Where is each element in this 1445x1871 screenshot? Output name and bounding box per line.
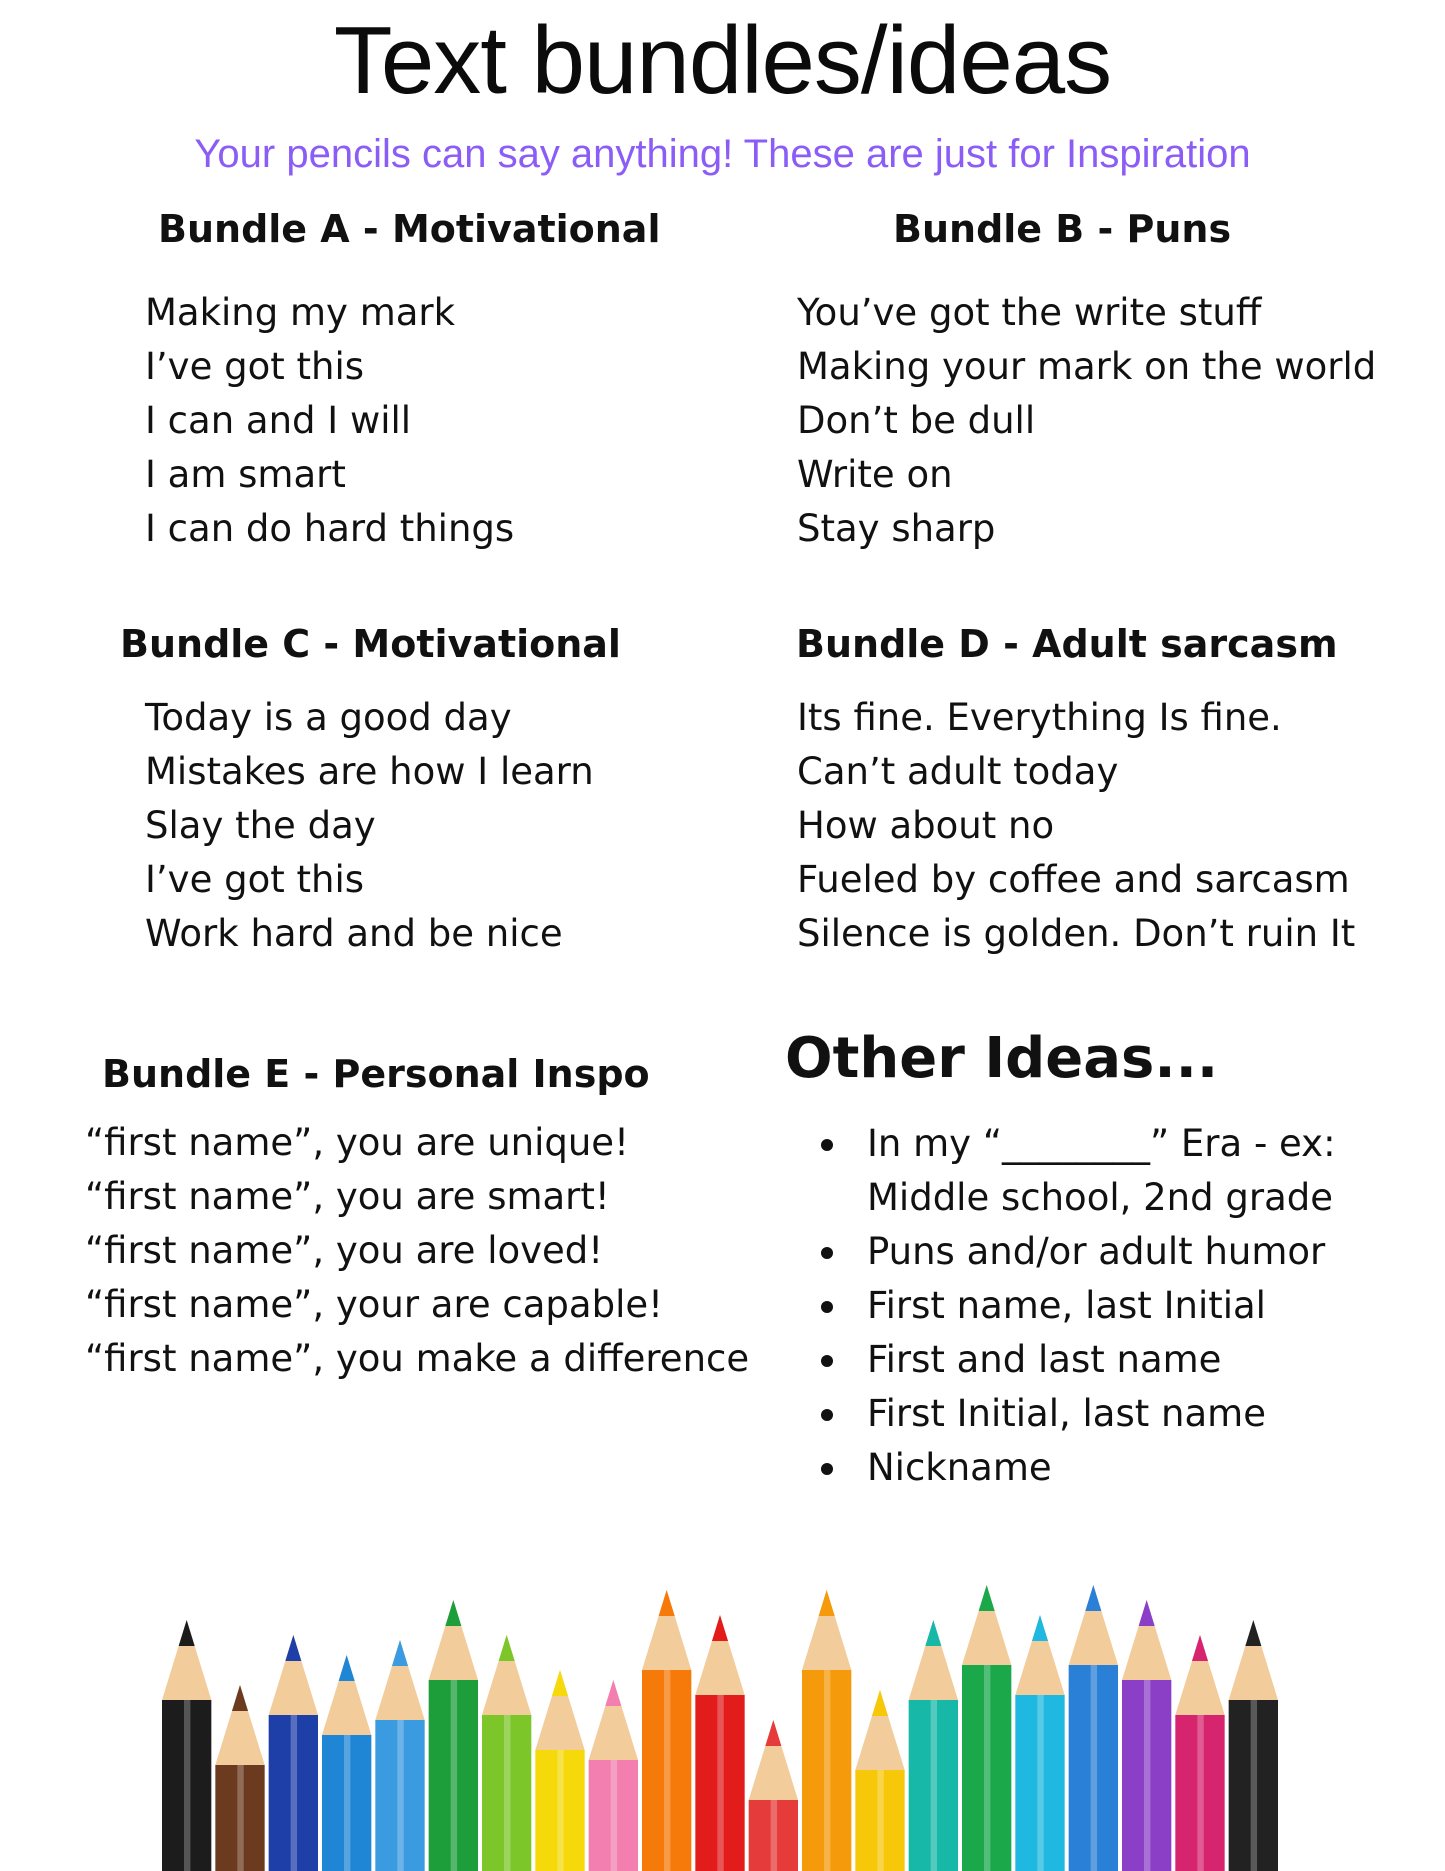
list-item-text: Puns and/or adult humor [867, 1230, 1326, 1273]
list-item [817, 1225, 1336, 1279]
list-item: “first name”, you make a difference [85, 1337, 750, 1380]
bullet-icon [821, 1463, 833, 1475]
bundle-c-list [145, 691, 594, 961]
list-item: “first name”, you are smart! [85, 1175, 610, 1218]
list-item [817, 1387, 1336, 1441]
list-item [817, 1279, 1336, 1333]
bundle-c-heading: Bundle C - Motivational [120, 622, 621, 666]
list-item-text: First Initial, last name [867, 1392, 1266, 1435]
pencil [322, 1655, 371, 1871]
pencil [1122, 1600, 1171, 1871]
bundle-e-heading: Bundle E - Personal Inspo [102, 1052, 650, 1096]
pencil [482, 1635, 531, 1871]
bullet-icon [821, 1139, 833, 1151]
bundle-a-heading: Bundle A - Motivational [158, 207, 661, 251]
pencil [429, 1600, 478, 1871]
pencil [535, 1670, 584, 1871]
list-item: How about no [797, 804, 1055, 847]
list-item-text-continued: Middle school, 2nd grade [867, 1176, 1333, 1219]
pencil [1015, 1615, 1064, 1871]
pencil [855, 1690, 904, 1871]
page-subtitle: Your pencils can say anything! These are just for Inspiration [194, 132, 1251, 176]
pencil [749, 1720, 798, 1871]
bullet-icon [821, 1355, 833, 1367]
colored-pencils-image [160, 1580, 1280, 1871]
pencil [642, 1590, 691, 1871]
pencil [269, 1635, 318, 1871]
list-item: Silence is golden. Don’t ruin It [797, 912, 1356, 955]
list-item-text: First name, last Initial [867, 1284, 1266, 1327]
list-item: Can’t adult today [797, 750, 1119, 793]
bullet-icon [821, 1247, 833, 1259]
list-item: I can do hard things [145, 507, 515, 550]
list-item: Making your mark on the world [797, 345, 1377, 388]
bundle-a-list [145, 286, 514, 556]
pencil [375, 1640, 424, 1871]
list-item: Don’t be dull [797, 399, 1036, 442]
pencil [589, 1680, 638, 1871]
list-item [817, 1333, 1336, 1387]
bundle-d-heading: Bundle D - Adult sarcasm [796, 622, 1338, 666]
pencil [1175, 1635, 1224, 1871]
list-item-text: In my “________” Era - ex: [867, 1122, 1336, 1165]
list-item: I’ve got this [145, 345, 365, 388]
other-ideas-heading: Other Ideas... [785, 1026, 1219, 1091]
list-item: “first name”, your are capable! [85, 1283, 663, 1326]
pencil [1069, 1585, 1118, 1871]
list-item: “first name”, you are unique! [85, 1121, 629, 1164]
list-item: Stay sharp [797, 507, 996, 550]
bundle-d-list [797, 691, 1355, 961]
bundle-e-list [85, 1116, 749, 1386]
list-item: I’ve got this [145, 858, 365, 901]
list-item: Slay the day [145, 804, 376, 847]
list-item: Fueled by coffee and sarcasm [797, 858, 1350, 901]
pencil [162, 1620, 211, 1871]
list-item: You’ve got the write stuff [797, 291, 1262, 334]
list-item: I can and I will [145, 399, 412, 442]
list-item-text: First and last name [867, 1338, 1222, 1381]
page-title: Text bundles/ideas [333, 7, 1112, 114]
list-item: “first name”, you are loved! [85, 1229, 604, 1272]
list-item: I am smart [145, 453, 346, 496]
list-item: Write on [797, 453, 953, 496]
pencil [802, 1590, 851, 1871]
bullet-icon [821, 1301, 833, 1313]
pencil [962, 1585, 1011, 1871]
pencil [909, 1620, 958, 1871]
list-item: Mistakes are how I learn [145, 750, 594, 793]
list-item: Its fine. Everything Is fine. [797, 696, 1282, 739]
pencil [215, 1685, 264, 1871]
list-item: Work hard and be nice [145, 912, 563, 955]
other-ideas-list [817, 1117, 1336, 1495]
list-item: Today is a good day [145, 696, 512, 739]
pencil [695, 1615, 744, 1871]
list-item: Making my mark [145, 291, 456, 334]
bullet-icon [821, 1409, 833, 1421]
bundle-b-heading: Bundle B - Puns [893, 207, 1232, 251]
list-item [817, 1441, 1336, 1495]
list-item-text: Nickname [867, 1446, 1052, 1489]
list-item [817, 1117, 1336, 1225]
bundle-b-list [797, 286, 1376, 556]
pencil [1229, 1620, 1278, 1871]
